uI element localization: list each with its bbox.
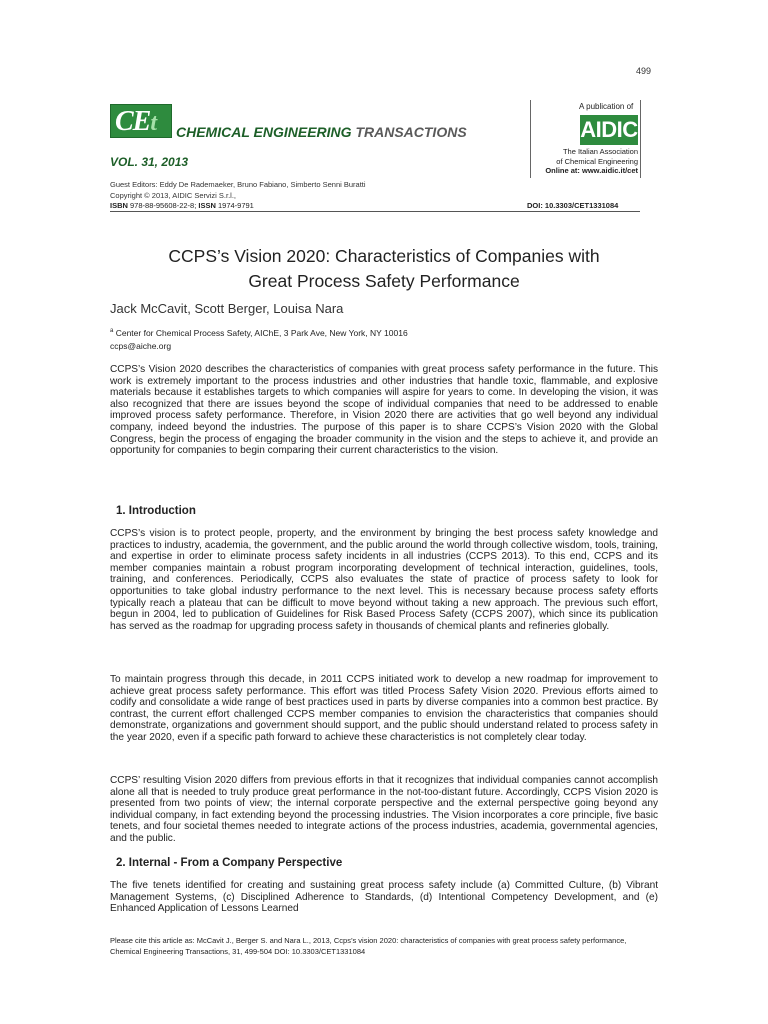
isbn-value: 978-88-95608-22-8;	[127, 201, 199, 210]
aidic-line2: of Chemical Engineering	[556, 156, 638, 166]
article-title	[110, 244, 658, 294]
affiliation-text: Center for Chemical Process Safety, AIChE, 3 Park Ave, New York, NY 10016	[113, 328, 408, 338]
volume-label: VOL. 31, 2013	[110, 155, 189, 169]
section1-para3: CCPS’ resulting Vision 2020 differs from previous efforts in that it recognizes that individual companies cannot accomplish alone all that is needed to truly produce great performance in the not-too-distant future. Accordingly, CCPS Vision 2020 is presented from two points of view; the internal corporate perspective and the external perspective going beyond any individual company, in fact extending beyond the processing industries. The Vision incorporates a core principle, five basic tenets, and four societal themes needed to integrate actions of the process industries, academia, governmental agencies, and the public.	[110, 775, 658, 844]
journal-name-b: TRANSACTIONS	[355, 124, 467, 140]
cet-logo-text: CE	[115, 106, 151, 137]
issn-label: ISSN	[198, 201, 216, 210]
section1-para2: To maintain progress through this decade, in 2011 CCPS initiated work to develop a new roadmap for improvement to achieve great process safety performance. This effort was titled Process Safety Vision 2020. Previous efforts aimed to codify and consolidate a wide range of best practices used in parts by diverse companies into a common best practice. By contrast, the current effort challenged CCPS member companies to envision the characteristics that companies should demonstrate, organizations and government should support, and the public should understand related to process safety in the year 2020, even if a specific path forward to achieve these characteristics is not completely clear today.	[110, 674, 658, 743]
section2-heading-b: - From a Company Perspective	[170, 857, 343, 869]
guest-editors: Guest Editors: Eddy De Rademaeker, Bruno Fabiano, Simberto Senni Buratti	[110, 180, 366, 189]
publication-of-label: A publication of	[579, 102, 634, 111]
section1-para1: CCPS’s vision is to protect people, property, and the environment by bringing the best process safety knowledge and practices to industry, academia, the government, and the public around the world through collective wisdom, tools, training, and expertise in order to eliminate process safety incidents in all industries (CCPS 2013). To this end, CCPS and its member companies maintain a robust program incorporating development of technical interaction, guidelines, tools, training, and conferences. Periodically, CCPS also evaluates the state of practice of process safety to look for opportunities to take global industry performance to the next level. This is necessary because process safety efforts typically reach a plateau that can be difficult to move beyond without taking a new approach. The previous such effort, begun in 2004, led to publication of Guidelines for Risk Based Process Safety (CCPS 2007), which since its publication has served as the roadmap for upgrading process safety in thousands of chemical plants and refineries globally.	[110, 528, 658, 632]
cet-logo-t: t	[150, 110, 157, 136]
header-divider	[110, 211, 640, 212]
affiliation	[110, 328, 408, 338]
isbn-label: ISBN	[110, 201, 128, 210]
editors-block	[110, 179, 366, 201]
copyright: Copyright © 2013, AIDIC Servizi S.r.l.,	[110, 191, 236, 200]
citation-footnote: Please cite this article as: McCavit J., Berger S. and Nara L., 2013, Ccps’s vision 2020: characteristics of companies with great process safety performance, Chemical Engineering Transactions, 31, 499-504 DOI: 10.3303/CET1331084	[110, 936, 627, 956]
publisher-box-right-rule	[640, 100, 641, 178]
section2-heading	[116, 857, 342, 869]
aidic-web-link[interactable]: Online at: www.aidic.it/cet	[545, 166, 638, 175]
affiliation-marker: a	[110, 328, 114, 335]
article-title-line2: Great Process Safety Performance	[248, 271, 520, 291]
section2-heading-a: 2. Internal	[116, 857, 171, 869]
section2-para1: The five tenets identified for creating and sustaining great process safety include (a) Committed Culture, (b) Vibrant Management Systems, (c) Disciplined Adherence to Standards, (d) Intentional Competency Development, and (e) Enhanced Application of Lessons Learned	[110, 880, 658, 915]
aidic-line1: The Italian Association	[562, 147, 638, 156]
article-title-line1: CCPS’s Vision 2020: Characteristics of Companies with	[168, 246, 600, 266]
contact-email[interactable]: ccps@aiche.org	[110, 341, 172, 351]
doi-label: DOI: 10.3303/CET1331084	[527, 201, 619, 210]
cet-logo	[110, 104, 172, 138]
authors: Jack McCavit, Scott Berger, Louisa Nara	[110, 301, 344, 316]
page-number: 499	[636, 66, 652, 76]
section1-heading: 1. Introduction	[116, 505, 196, 517]
aidic-logo: AIDIC	[580, 115, 638, 145]
aidic-info	[536, 147, 638, 176]
journal-name-a: CHEMICAL ENGINEERING	[176, 124, 356, 140]
publisher-box-left-rule	[530, 100, 531, 178]
abstract: CCPS’s Vision 2020 describes the characteristics of companies with great process safety performance in the future. This work is extremely important to the process industries and other industries that handle toxic, flammable, and explosive materials because it establishes targets to which companies will aspire for years to come. In developing the vision, it was also recognized that there are issues beyond the scope of individual companies that need to be addressed to enable improved process safety performance. Therefore, in Vision 2020 there are activities that go well beyond any individual company, indeed beyond the industries. The purpose of this paper is to share CCPS’s Vision 2020 with the Global Congress, begin the process of engaging the broader community in the vision and the steps to achieve it, and provide an opportunity for companies to begin comparing their current characteristics to the vision.	[110, 364, 658, 457]
issn-value: 1974-9791	[215, 201, 254, 210]
journal-name	[176, 124, 467, 140]
